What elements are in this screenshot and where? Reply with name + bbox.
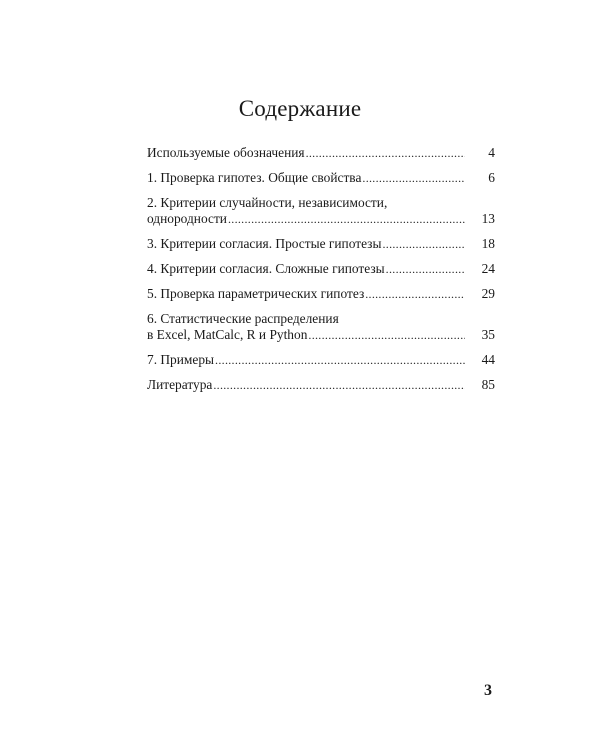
toc-entry <box>147 311 495 343</box>
toc-page-number: 24 <box>481 261 495 276</box>
toc-label: однородности <box>147 211 227 226</box>
toc-leader-dots <box>386 261 465 277</box>
toc-line <box>147 170 495 186</box>
toc-label: 1. Проверка гипотез. Общие свойства <box>147 170 362 185</box>
toc-label: 4. Критерии согласия. Сложные гипотезы <box>147 261 385 276</box>
toc-entry <box>147 145 495 161</box>
toc-label: 7. Примеры <box>147 352 215 367</box>
toc-page-number: 29 <box>481 286 495 301</box>
toc-leader-dots <box>308 327 465 343</box>
toc-line <box>147 327 495 343</box>
toc-page-number: 6 <box>488 170 495 185</box>
toc-label-line: 2. Критерии случайности, независимости, <box>147 195 388 210</box>
toc-page-number: 18 <box>481 236 495 251</box>
toc-leader-dots <box>306 145 465 161</box>
toc-page-number: 85 <box>481 377 495 392</box>
table-of-contents <box>147 145 495 402</box>
toc-entry <box>147 377 495 393</box>
toc-line <box>147 236 495 252</box>
toc-line <box>147 377 495 393</box>
toc-page-number: 35 <box>481 327 495 342</box>
toc-entry <box>147 236 495 252</box>
toc-label: 5. Проверка параметрических гипотез <box>147 286 365 301</box>
toc-leader-dots <box>228 211 465 227</box>
toc-label: Литература <box>147 377 213 392</box>
toc-leader-dots <box>215 352 465 368</box>
toc-leader-dots <box>362 170 465 186</box>
toc-page-number: 13 <box>481 211 495 226</box>
toc-leader-dots <box>382 236 465 252</box>
toc-label: Используемые обозначения <box>147 145 305 160</box>
toc-entry <box>147 170 495 186</box>
toc-label: 3. Критерии согласия. Простые гипотезы <box>147 236 382 251</box>
toc-page-number: 4 <box>488 145 495 160</box>
toc-leader-dots <box>365 286 465 302</box>
toc-label: в Excel, MatCalc, R и Python <box>147 327 308 342</box>
toc-line <box>147 145 495 161</box>
toc-entry <box>147 286 495 302</box>
toc-entry <box>147 261 495 277</box>
toc-label-line: 6. Статистические распределения <box>147 311 339 326</box>
toc-line <box>147 352 495 368</box>
toc-line <box>147 211 495 227</box>
toc-line <box>147 261 495 277</box>
toc-page-number: 44 <box>481 352 495 367</box>
toc-entry <box>147 352 495 368</box>
toc-leader-dots <box>213 377 465 393</box>
toc-entry <box>147 195 495 227</box>
page-number: 3 <box>484 682 492 699</box>
toc-line <box>147 286 495 302</box>
page-title: Содержание <box>238 96 362 121</box>
